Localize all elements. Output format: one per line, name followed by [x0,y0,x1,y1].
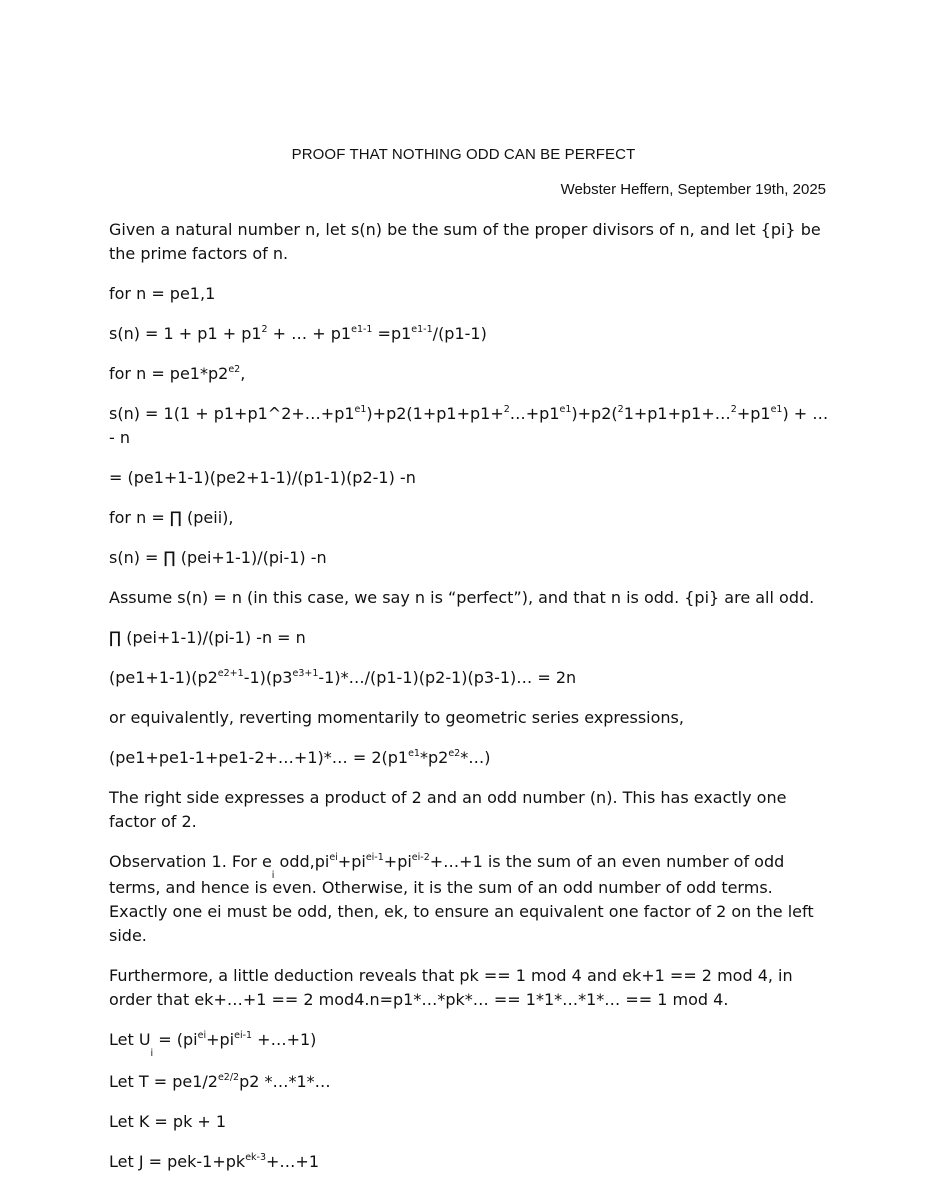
text-run: *p2 [419,748,449,767]
superscript: 2 [503,404,510,415]
superscript: 2 [730,404,737,415]
text-run: s(n) = 1 + p1 + p1 [109,324,262,343]
text-run: for n = pe1*p2 [109,364,229,383]
text-run: Given a natural number n, let s(n) be the sum of the proper divisors of n, and let {pi} be the prime factors of n. [109,220,821,263]
text-run: + … + p1 [267,324,352,343]
text-run: ∏ (pei+1 [109,628,181,647]
text-run: Assume s(n) = n (in this case, we say n is “perfect”), and that n is odd. {pi} are all odd. [109,588,815,607]
superscript: e2/2 [217,1072,240,1083]
text-run: 1+p1+p1+… [623,404,731,423]
superscript: e1 [770,404,783,415]
text-run: -1)/(pi-1) -n = n [180,628,306,647]
paragraph [109,546,829,570]
text-run: s(n) = 1(1 + p1+p1^2+…+p1 [109,404,355,423]
text-run: Furthermore, a little deduction reveals that pk == 1 mod 4 and ek+1 == 2 mod 4, in order that ek+…+1 == 2 mod4.n=p1*…*pk*… == 1*1*…*1*… == 1 mod 4. [109,966,793,1009]
paragraph [109,626,829,650]
superscript: e3+1 [292,668,319,679]
text-run: +p1 [736,404,771,423]
superscript: ek-3 [245,1152,267,1163]
text-run: (pe1+1 [109,668,170,687]
paragraph [109,282,829,306]
paragraph [109,322,829,346]
superscript: e2+1 [217,668,244,679]
document-body [109,218,829,1190]
superscript: ei-2 [411,852,430,863]
paragraph [109,666,829,690]
superscript: e1-1 [351,324,373,335]
text-run: -1)(p2 [169,668,218,687]
paragraph [109,1028,829,1059]
paragraph [109,964,829,1012]
text-run: +pi [337,852,366,871]
paragraph [109,402,829,450]
text-run: odd,pi [274,852,330,871]
paragraph [109,218,829,266]
superscript: e2 [228,364,241,375]
text-run: Let U [109,1030,151,1049]
subscript: i [150,1048,154,1059]
text-run: Let J = pek-1 [109,1152,213,1171]
text-run: +…+1 is the sum of an even number of odd terms, and hence is even. Otherwise, it is the sum of an odd number of odd terms. Exactly one ei must be odd, then, ek, to ensure an equivalent one factor of 2 on the left side. [109,852,814,945]
text-run: +…+1) [252,1030,317,1049]
superscript: e1 [408,748,420,759]
text-run: -1)/(pi-1) -n [235,548,327,567]
text-run: The right side expresses a product of 2 and an odd number (n). This has exactly one factor of 2. [109,788,787,831]
superscript: e1-1 [411,324,433,335]
paragraph [109,746,829,770]
text-run: (pe1+pe1-1+pe1-2+…+1)*… = 2(p1 [109,748,409,767]
paragraph [109,506,829,530]
text-run: p2 *…*1*… [239,1072,331,1091]
text-run: , [240,364,246,383]
text-run: Let T = pe1/2 [109,1072,218,1091]
superscript: 2 [261,324,268,335]
text-run: +pi [383,852,412,871]
paragraph [109,362,829,386]
superscript: e1 [354,404,367,415]
text-run: …+p1 [509,404,560,423]
text-run: = (pe1+1-1)(pe2+1 [109,468,270,487]
text-run: s(n) = ∏ (pei+1 [109,548,236,567]
text-run: or equivalently, reverting momentarily to geometric series expressions, [109,708,684,727]
text-run: *…) [460,748,491,767]
text-run: for n = pe1,1 [109,284,216,303]
author-date-line: Webster Heffern, September 19th, 2025 [560,181,826,198]
paragraph [109,586,829,610]
text-run: -1)(p3 [243,668,293,687]
superscript: ei [329,852,338,863]
text-run: /(p1-1) [432,324,487,343]
text-run: +pi [206,1030,235,1049]
text-run: )+p2( [571,404,618,423]
text-run: =p1 [372,324,412,343]
superscript: e2 [448,748,461,759]
document-title: PROOF THAT NOTHING ODD CAN BE PERFECT [291,146,636,163]
text-run: )+p2(1+p1+p1+ [366,404,504,423]
superscript: 2 [617,404,624,415]
paragraph [109,1110,829,1134]
subscript: i [271,870,275,881]
text-run: = (pi [153,1030,198,1049]
text-run: for n = ∏ (peii), [109,508,234,527]
paragraph [109,850,829,948]
paragraph [109,1070,829,1094]
superscript: ei-1 [234,1030,253,1041]
superscript: ei-1 [365,852,384,863]
text-run: +pk [212,1152,246,1171]
superscript: ei [197,1030,207,1041]
paragraph [109,466,829,490]
paragraph [109,786,829,834]
text-run: -1)*…/(p1-1)(p2-1)(p3-1)… = 2n [318,668,577,687]
text-run: ) + … - n [109,404,829,447]
paragraph [109,706,829,730]
text-run: Observation 1. For e [109,852,272,871]
superscript: e1 [559,404,572,415]
text-run: Let K = pk + 1 [109,1112,227,1131]
text-run: +…+1 [266,1152,320,1171]
paragraph [109,1150,829,1174]
text-run: -1)/(p1-1)(p2-1) -n [269,468,416,487]
